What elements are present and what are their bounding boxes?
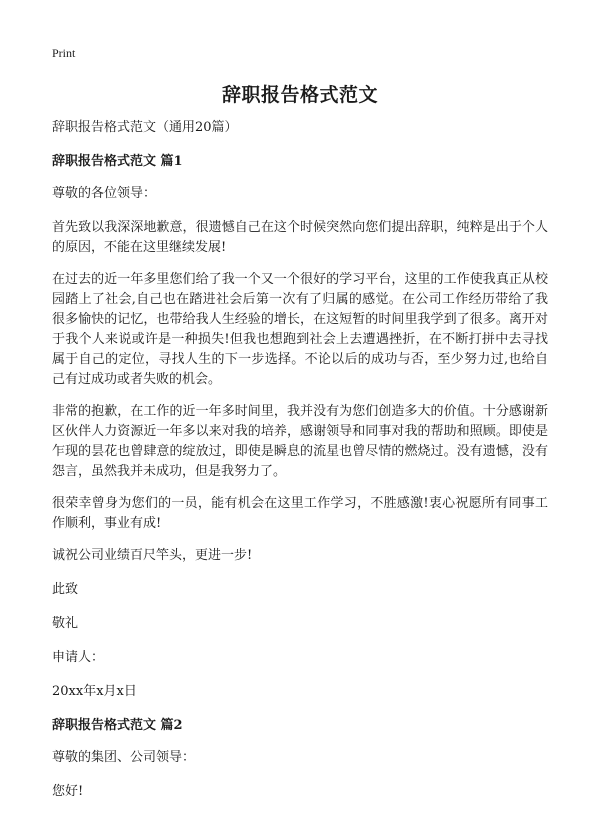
- paragraph: 诚祝公司业绩百尺竿头，更进一步!: [52, 548, 253, 563]
- opening-line: 您好!: [52, 784, 84, 799]
- greeting-2: 尊敬的集团、公司领导：: [52, 750, 196, 765]
- section-heading-2: 辞职报告格式范文 篇2: [52, 718, 183, 733]
- section-heading-1: 辞职报告格式范文 篇1: [52, 154, 183, 169]
- greeting-1: 尊敬的各位领导：: [52, 186, 157, 201]
- page-title: 辞职报告格式范文: [221, 84, 378, 106]
- document-subtitle: 辞职报告格式范文（通用20篇）: [52, 120, 238, 135]
- applicant-line: 申请人：: [52, 650, 105, 665]
- paragraph: 非常的抱歉，在工作的近一年多时间里，我并没有为您们创造多大的价值。十分感谢新区伙伴人力资源近一年多以来对我的培养，感谢领导和同事对我的帮助和照顾。即使是乍现的昙花也曾肆意的绽放过，即使是瞬息的流星也曾尽情的燃烧过。没有遗憾，没有怨言，虽然我并未成功，但是我努力了。: [52, 404, 548, 479]
- paragraph: 首先致以我深深地歉意，很遗憾自己在这个时候突然向您们提出辞职，纯粹是出于个人的原因，不能在这里继续发展!: [52, 220, 548, 255]
- paragraph: 在过去的近一年多里您们给了我一个又一个很好的学习平台，这里的工作使我真正从校园踏上了社会,自己也在踏进社会后第一次有了归属的感觉。在公司工作经历带给了我很多愉快的记忆，也带给我人生经验的增长，在这短暂的时间里我学到了很多。离开对于我个人来说或许是一种损失!但我也想跑到社会上去遭遇挫折，在不断打拼中去寻找属于自己的定位，寻找人生的下一步选择。不论以后的成功与否，至少努力过,也给自己有过成功或者失败的机会。: [52, 272, 548, 387]
- document-body: [52, 118, 548, 816]
- paragraph: 很荣幸曾身为您们的一员，能有机会在这里工作学习，不胜感激!衷心祝愿所有同事工作顺利，事业有成!: [52, 496, 548, 531]
- closing-line: 此致: [52, 582, 79, 597]
- closing-salute: 敬礼: [52, 616, 79, 631]
- print-link[interactable]: Print: [52, 46, 76, 60]
- date-line: 20xx年x月x日: [52, 684, 137, 699]
